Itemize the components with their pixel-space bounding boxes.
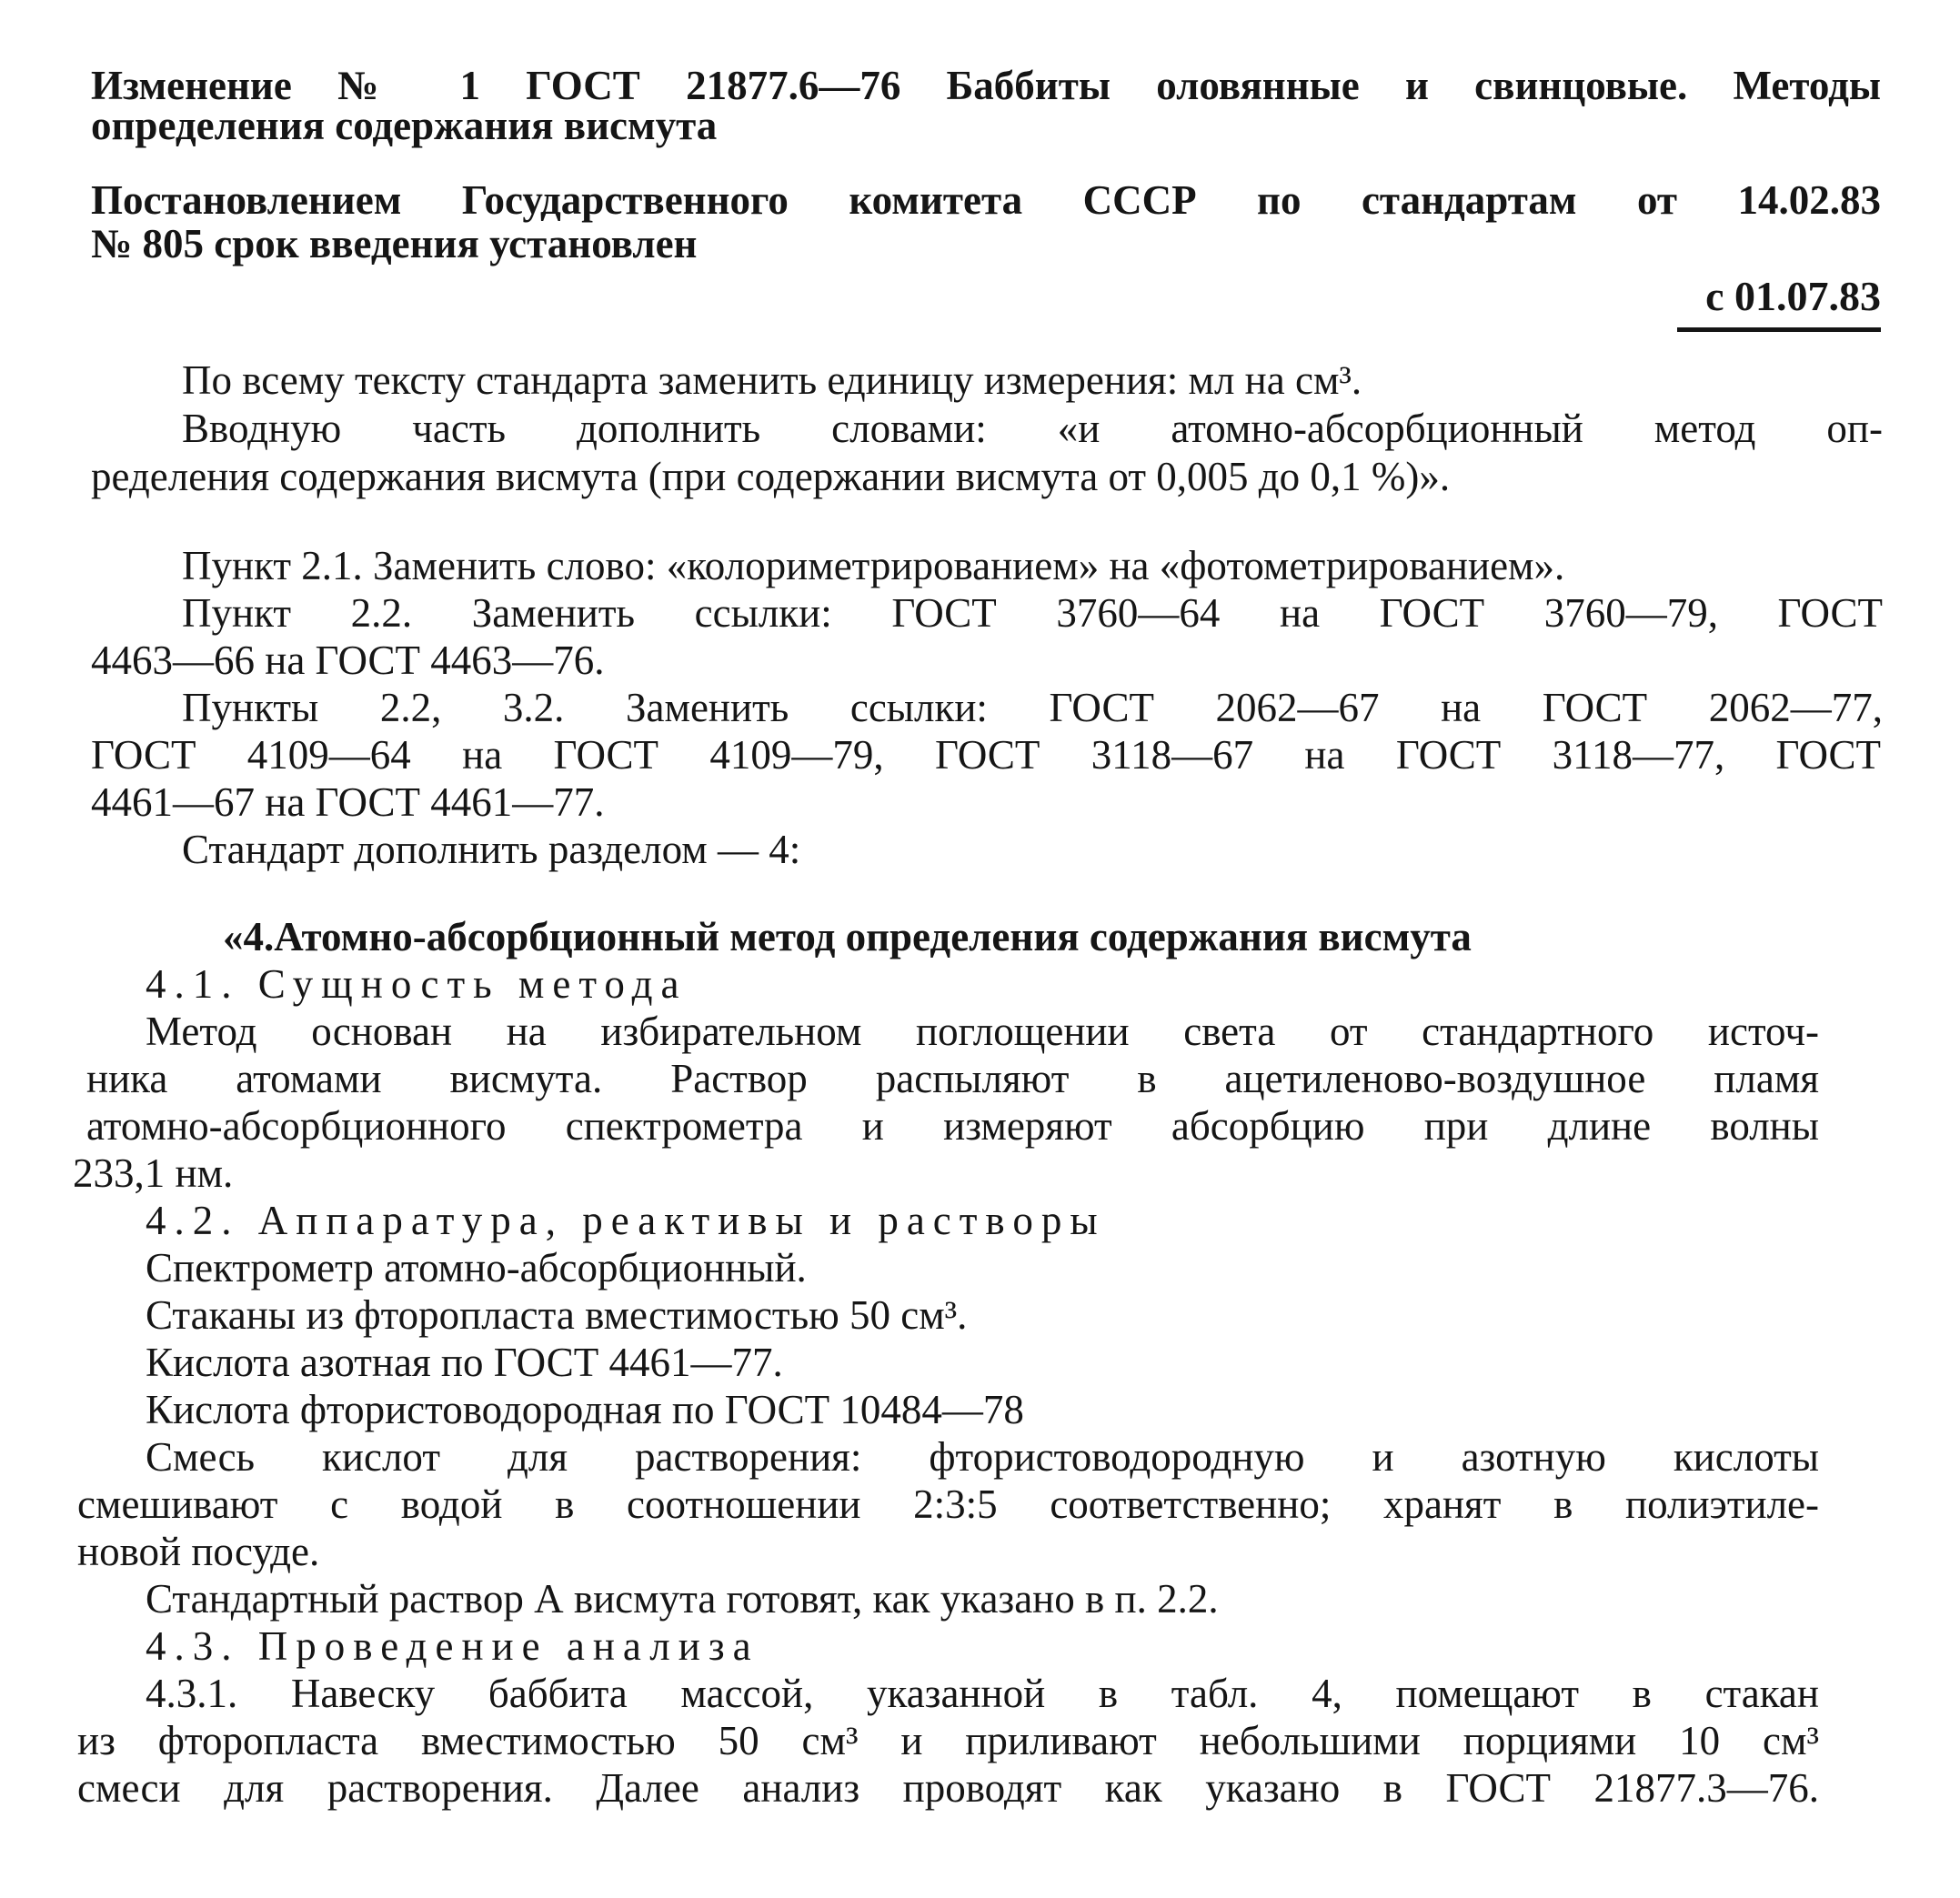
intro-addition-line1: Вводную часть дополнить словами: «и атомно-абсорбционный метод оп- <box>182 406 1883 451</box>
section-4-2-mix-line2: смешивают с водой в соотношении 2:3:5 соответственно; хранят в полиэтиле- <box>77 1481 1819 1527</box>
points-2-2-3-2-line2: ГОСТ 4109—64 на ГОСТ 4109—79, ГОСТ 3118—67 на ГОСТ 3118—77, ГОСТ <box>91 732 1881 778</box>
add-section-note: Стандарт дополнить разделом — 4: <box>182 827 801 872</box>
point-2-2-line2: 4463—66 на ГОСТ 4463—76. <box>91 638 605 683</box>
amendment-title-line2: определения содержания висмута <box>91 103 718 148</box>
points-2-2-3-2-line1: Пункты 2.2, 3.2. Заменить ссылки: ГОСТ 2062—67 на ГОСТ 2062—77, <box>182 685 1883 730</box>
section-4-3-heading: 4.3. Проведение анализа <box>146 1623 759 1669</box>
section-4-1-line1: Метод основан на избирательном поглощении света от стандартного источ- <box>146 1009 1819 1054</box>
section-4-1-heading: 4.1. Сущность метода <box>146 961 688 1007</box>
point-2-1: Пункт 2.1. Заменить слово: «колориметрированием» на «фотометрированием». <box>182 543 1565 588</box>
section-4-2-standard-solution: Стандартный раствор А висмута готовят, как указано в п. 2.2. <box>146 1576 1219 1622</box>
effective-date: с 01.07.83 <box>1705 273 1881 319</box>
section-4-1-line3: атомно-абсорбционного спектрометра и измеряют абсорбцию при длине волны <box>86 1103 1819 1149</box>
effective-date-block <box>1705 273 1881 320</box>
unit-replacement: По всему тексту стандарта заменить единицу измерения: мл на см³. <box>182 357 1362 403</box>
decree-line2: № 805 срок введения установлен <box>91 221 698 266</box>
section-4-1-line2: ника атомами висмута. Раствор распыляют в ацетиленово-воздушное пламя <box>86 1056 1819 1101</box>
section-4-2-heading: 4.2. Аппаратура, реактивы и растворы <box>146 1198 1106 1243</box>
amendment-title-line1: Изменение № 1 ГОСТ 21877.6—76 Баббиты оловянные и свинцовые. Методы <box>91 63 1881 108</box>
point-2-2-line1: Пункт 2.2. Заменить ссылки: ГОСТ 3760—64 на ГОСТ 3760—79, ГОСТ <box>182 590 1883 636</box>
section-4-1-line4: 233,1 нм. <box>73 1150 234 1196</box>
section-4-2-item-beakers: Стаканы из фторопласта вместимостью 50 см³. <box>146 1292 968 1338</box>
date-underline <box>1677 327 1881 332</box>
section-4-3-1-line2: из фторопласта вместимостью 50 см³ и приливают небольшими порциями 10 см³ <box>77 1718 1819 1763</box>
section-4-2-mix-line1: Смесь кислот для растворения: фтористоводородную и азотную кислоты <box>146 1434 1819 1480</box>
section-4-2-mix-line3: новой посуде. <box>77 1529 320 1574</box>
section-4-3-1-line1: 4.3.1. Навеску баббита массой, указанной в табл. 4, помещают в стакан <box>146 1671 1819 1716</box>
section-4-2-item-nitric-acid: Кислота азотная по ГОСТ 4461—77. <box>146 1340 783 1385</box>
decree-line1: Постановлением Государственного комитета СССР по стандартам от 14.02.83 <box>91 177 1881 223</box>
points-2-2-3-2-line3: 4461—67 на ГОСТ 4461—77. <box>91 779 605 825</box>
section-4-2-item-spectrometer: Спектрометр атомно-абсорбционный. <box>146 1245 807 1290</box>
intro-addition-line2: ределения содержания висмута (при содержании висмута от 0,005 до 0,1 %)». <box>91 454 1451 499</box>
section-4-3-1-line3: смеси для растворения. Далее анализ проводят как указано в ГОСТ 21877.3—76. <box>77 1765 1819 1811</box>
section-4-2-item-hydrofluoric-acid: Кислота фтористоводородная по ГОСТ 10484—78 <box>146 1387 1024 1432</box>
section-4-title: «4.Атомно-абсорбционный метод определения содержания висмута <box>223 914 1472 959</box>
